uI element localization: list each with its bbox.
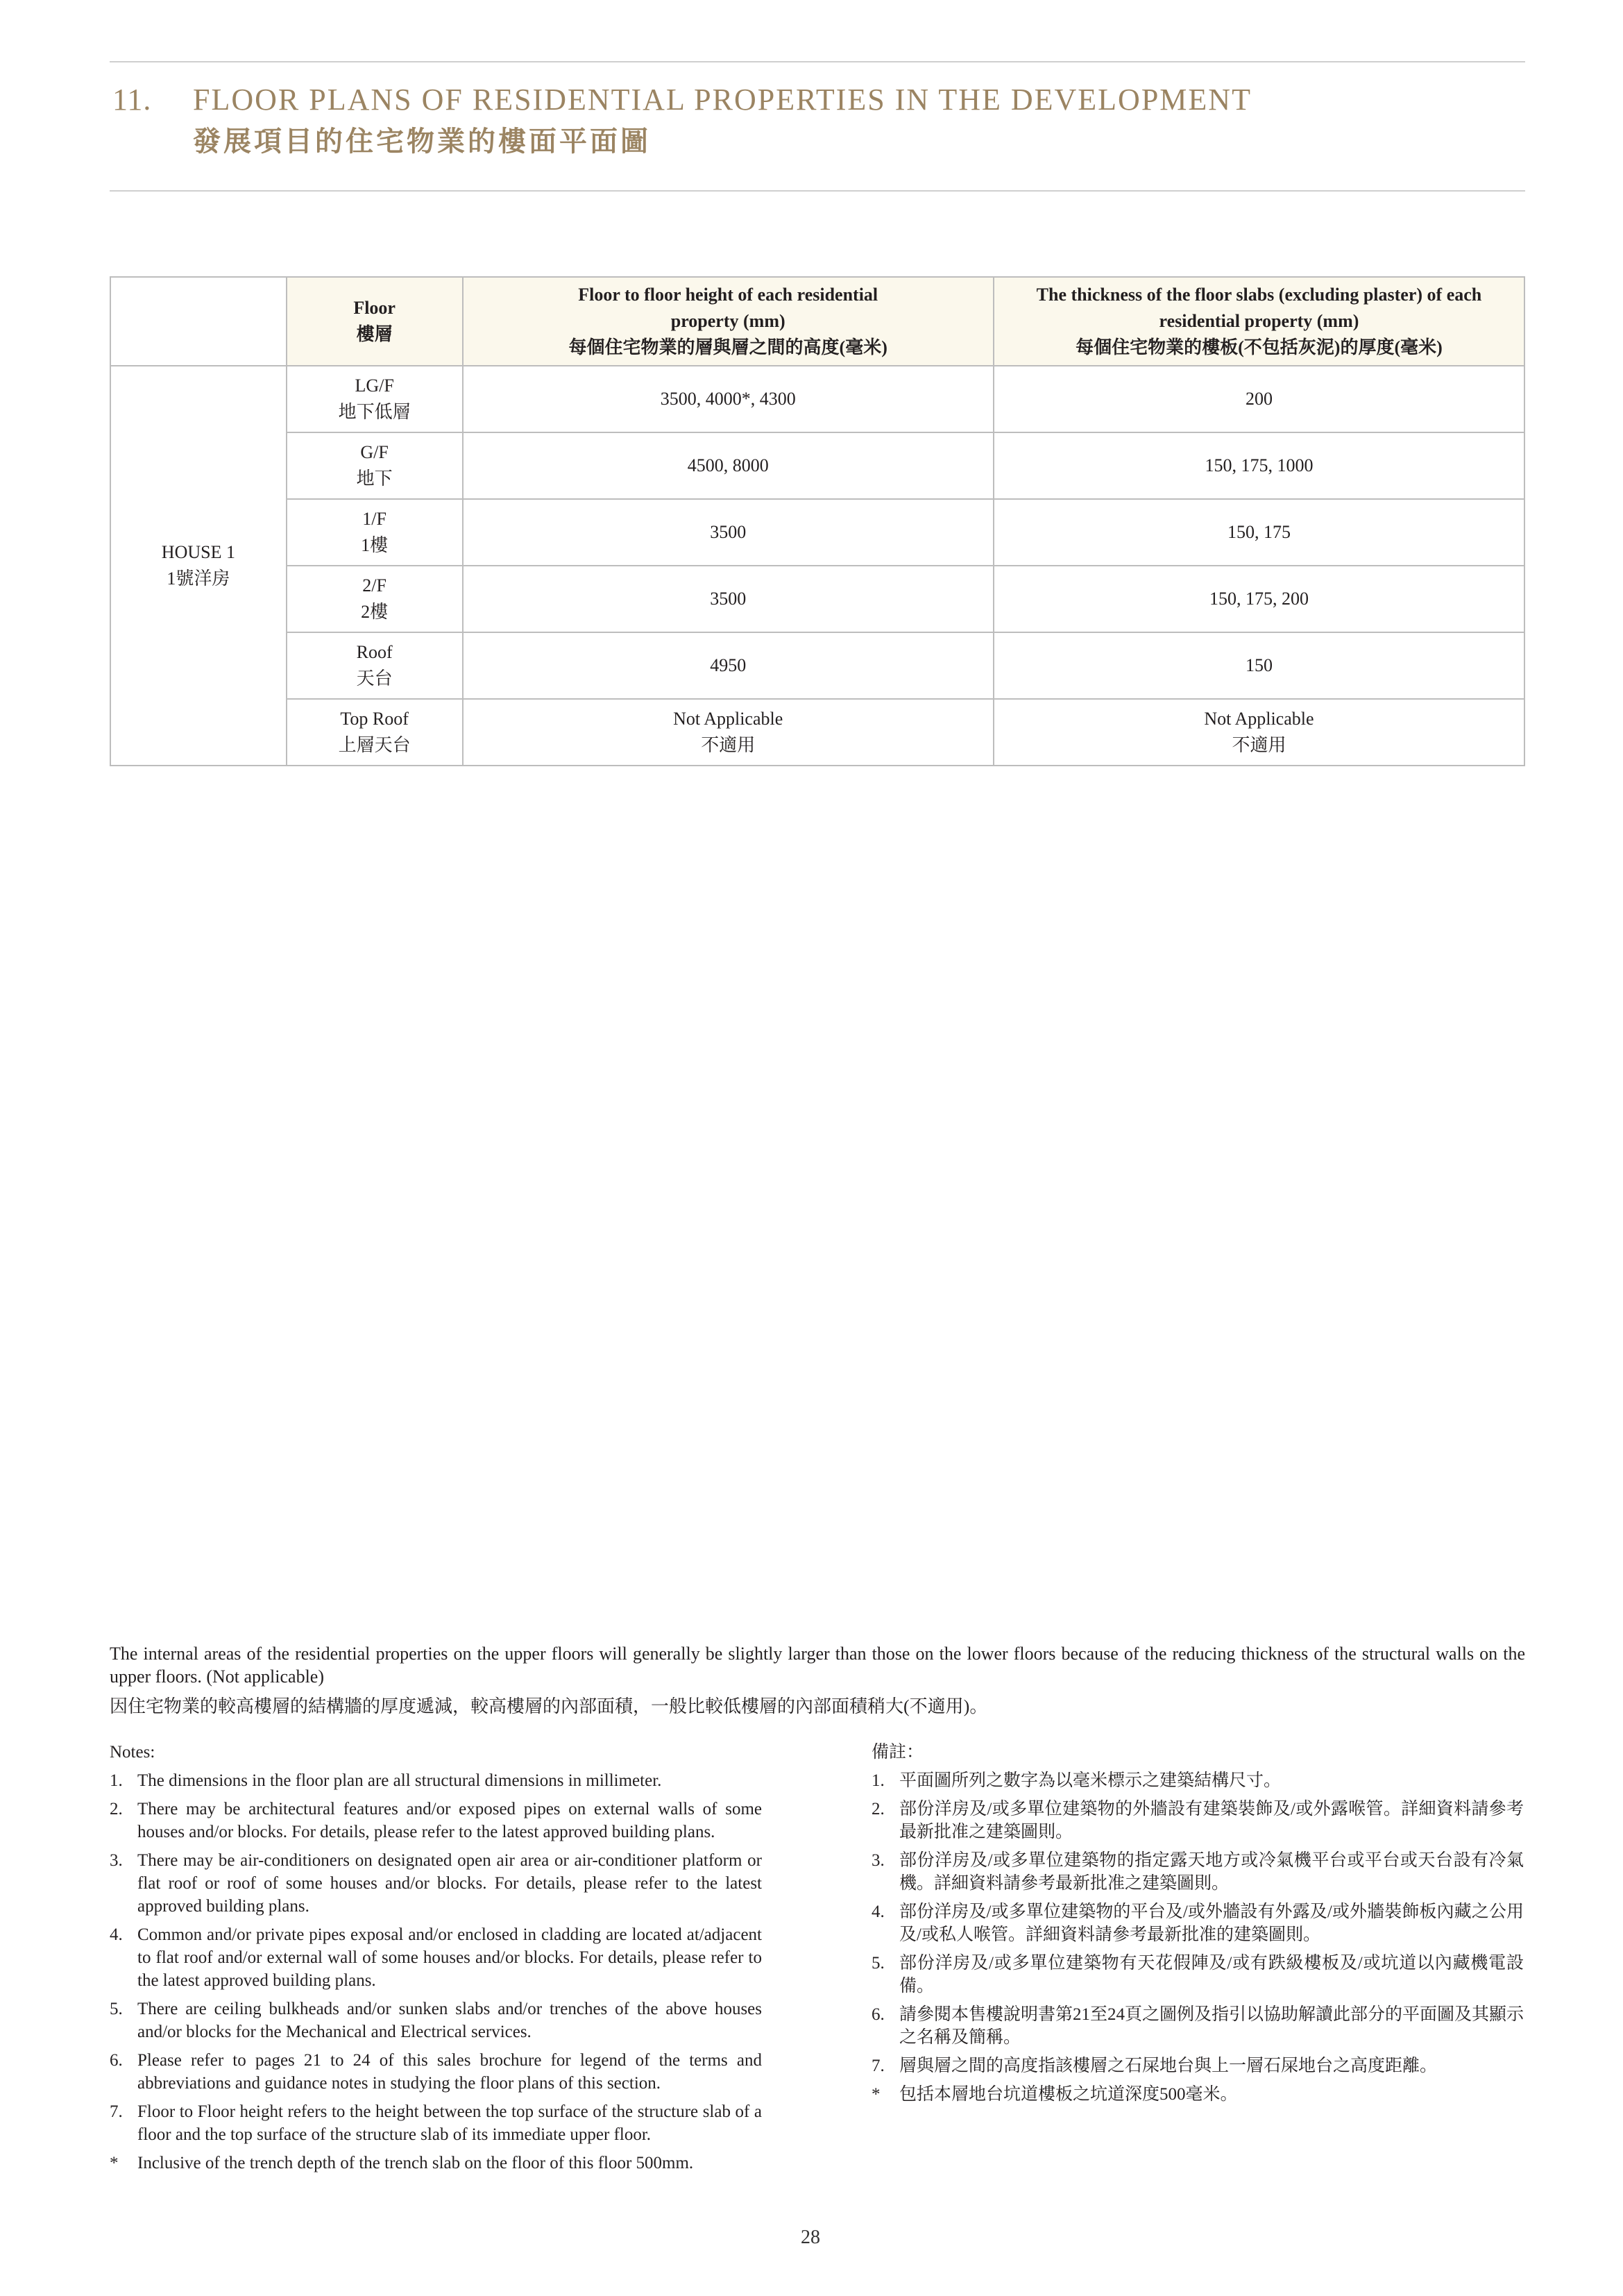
header-thickness	[994, 277, 1524, 366]
note-number: 6.	[872, 2005, 885, 2024]
note-item	[110, 1849, 762, 1918]
floor-en: G/F	[360, 442, 389, 462]
note-number: 5.	[110, 2000, 123, 2018]
note-text: 部份洋房及/或多單位建築物的平台及/或外牆設有外露及/或外牆裝飾板內藏之公用及/或私人喉管。詳細資料請參考最新批准的建築圖則。	[899, 1902, 1524, 1944]
note-number: 7.	[872, 2057, 885, 2075]
floor-zh: 地下	[356, 469, 393, 489]
thickness-value: 150, 175, 1000	[1205, 455, 1314, 475]
height-cell	[463, 432, 994, 499]
section-number: 11.	[112, 83, 152, 117]
note-item	[110, 1923, 762, 1992]
note-text: 層與層之間的高度指該樓層之石屎地台與上一層石屎地台之高度距離。	[899, 2057, 1438, 2075]
note-number: 1.	[872, 1771, 885, 1790]
thickness-cell	[994, 366, 1524, 432]
note-text: 部份洋房及/或多單位建築物有天花假陣及/或有跌級樓板及/或坑道以內藏機電設備。	[899, 1954, 1524, 1995]
note-text: Common and/or private pipes exposal and/or enclosed in cladding are located at/adjacent to flat roof and/or external wall of some houses and/or blocks. For details, please refer to the latest approved building plans.	[137, 1925, 762, 1990]
height-value: Not Applicable	[673, 709, 783, 729]
house-label-en: HOUSE 1	[161, 542, 235, 562]
floor-en: 1/F	[362, 509, 386, 529]
note-number: 4.	[872, 1902, 885, 1921]
note-text: There are ceiling bulkheads and/or sunken slabs and/or trenches of the above houses and/or blocks for the Mechanical and Electrical services.	[137, 2000, 762, 2041]
floor-cell	[287, 566, 463, 632]
table-row	[110, 432, 1524, 499]
table-row	[110, 566, 1524, 632]
note-item	[872, 1769, 1524, 1792]
note-item	[872, 2054, 1524, 2077]
thickness-value: 150, 175, 200	[1209, 589, 1309, 609]
thickness-cell	[994, 632, 1524, 699]
thickness-value: 150, 175	[1227, 522, 1291, 542]
section-title-zh: 發展項目的住宅物業的樓面平面圖	[193, 126, 651, 157]
note-number: 1.	[110, 1771, 123, 1790]
height-cell	[463, 632, 994, 699]
height-value: 3500, 4000*, 4300	[660, 389, 796, 409]
note-number: *	[110, 2154, 119, 2172]
notes-en-heading: Notes:	[110, 1743, 155, 1762]
header-height	[463, 277, 994, 366]
height-value: 3500	[710, 589, 747, 609]
table-row	[110, 366, 1524, 432]
note-number: 7.	[110, 2102, 123, 2121]
title-rule	[110, 190, 1525, 192]
note-text: Inclusive of the trench depth of the trench slab on the floor of this floor 500mm.	[137, 2154, 694, 2172]
note-item	[872, 1900, 1524, 1946]
header-thickness-zh: 每個住宅物業的樓板(不包括灰泥)的厚度(毫米)	[1076, 337, 1443, 357]
thickness-cell	[994, 699, 1524, 766]
house-cell	[110, 366, 287, 766]
floor-zh: 2樓	[361, 602, 389, 622]
floor-zh: 上層天台	[338, 735, 411, 755]
house-label-zh: 1號洋房	[167, 568, 230, 589]
thickness-cell	[994, 566, 1524, 632]
height-cell	[463, 499, 994, 566]
top-rule	[110, 61, 1525, 62]
floor-en: Top Roof	[340, 709, 409, 729]
notes-zh	[872, 1741, 1524, 2111]
section-title-en: FLOOR PLANS OF RESIDENTIAL PROPERTIES IN THE DEVELOPMENT	[193, 83, 1252, 117]
height-value-zh: 不適用	[701, 735, 756, 755]
note-item	[872, 1849, 1524, 1895]
header-floor	[287, 277, 463, 366]
note-number: 3.	[872, 1851, 885, 1870]
note-item	[110, 1798, 762, 1843]
floor-en: LG/F	[355, 375, 394, 396]
thickness-value: 150	[1245, 655, 1273, 675]
note-text: 請參閱本售樓說明書第21至24頁之圖例及指引以協助解讀此部分的平面圖及其顯示之名稱及簡稱。	[899, 2005, 1524, 2047]
note-number: 2.	[872, 1800, 885, 1818]
header-empty	[110, 277, 287, 366]
note-item	[110, 2152, 762, 2175]
header-floor-zh: 樓層	[356, 324, 393, 344]
note-text: 平面圖所列之數字為以毫米標示之建築結構尺寸。	[899, 1771, 1282, 1790]
note-number: 3.	[110, 1851, 123, 1870]
note-item	[872, 1798, 1524, 1843]
note-number: 4.	[110, 1925, 123, 1944]
note-item	[872, 2003, 1524, 2049]
note-text: 部份洋房及/或多單位建築物的外牆設有建築裝飾及/或外露喉管。詳細資料請參考最新批准之建築圖則。	[899, 1800, 1524, 1841]
height-cell	[463, 366, 994, 432]
note-number: 5.	[872, 1954, 885, 1973]
height-cell	[463, 566, 994, 632]
height-cell	[463, 699, 994, 766]
note-text: Floor to Floor height refers to the height between the top surface of the structure slab of a floor and the top surface of the structure slab of its immediate upper floor.	[137, 2102, 762, 2144]
floor-height-table	[110, 276, 1525, 766]
floor-en: Roof	[356, 642, 393, 662]
floor-cell	[287, 632, 463, 699]
note-text: 部份洋房及/或多單位建築物的指定露天地方或冷氣機平台或平台或天台設有冷氣機。詳細資料請參考最新批准之建築圖則。	[899, 1851, 1524, 1893]
floor-cell	[287, 499, 463, 566]
note-item	[110, 1769, 762, 1792]
note-text: There may be air-conditioners on designated open air area or air-conditioner platform or flat roof or roof of some houses and/or blocks. For details, please refer to the latest approved building plans.	[137, 1851, 762, 1916]
thickness-cell	[994, 432, 1524, 499]
note-item	[110, 2100, 762, 2146]
floor-en: 2/F	[362, 575, 386, 596]
statement-zh: 因住宅物業的較高樓層的結構牆的厚度遞減，較高樓層的內部面積，一般比較低樓層的內部面積稍大(不適用)。	[110, 1696, 988, 1716]
note-text: There may be architectural features and/or exposed pipes on external walls of some houses and/or blocks. For details, please refer to the latest approved building plans.	[137, 1800, 762, 1841]
table-row	[110, 632, 1524, 699]
header-height-zh: 每個住宅物業的層與層之間的高度(毫米)	[568, 337, 887, 357]
note-item	[110, 2049, 762, 2095]
note-number: *	[872, 2085, 881, 2104]
header-height-en: Floor to floor height of each residential property (mm)	[578, 285, 878, 331]
note-number: 6.	[110, 2051, 123, 2070]
note-item	[110, 1998, 762, 2043]
height-value: 4500, 8000	[687, 455, 769, 475]
header-floor-en: Floor	[353, 298, 396, 318]
table-row	[110, 699, 1524, 766]
thickness-cell	[994, 499, 1524, 566]
page-number: 28	[801, 2227, 820, 2248]
note-text: Please refer to pages 21 to 24 of this sales brochure for legend of the terms and abbreviations and guidance notes in studying the floor plans of this section.	[137, 2051, 762, 2093]
header-thickness-en: The thickness of the floor slabs (excluding plaster) of each residential property (mm)	[1036, 285, 1482, 331]
statement-en: The internal areas of the residential properties on the upper floors will generally be slightly larger than those on the lower floors because of the reducing thickness of the structural walls on the upper floors. (Not applicable)	[110, 1644, 1525, 1687]
height-value: 3500	[710, 522, 747, 542]
note-item	[872, 2083, 1524, 2106]
note-number: 2.	[110, 1800, 123, 1818]
thickness-value: 200	[1245, 389, 1273, 409]
floor-zh: 地下低層	[338, 402, 411, 422]
floor-zh: 1樓	[361, 535, 389, 555]
table-row	[110, 499, 1524, 566]
note-text: The dimensions in the floor plan are all structural dimensions in millimeter.	[137, 1771, 662, 1790]
table-header-row	[110, 277, 1524, 366]
height-value: 4950	[710, 655, 747, 675]
floor-cell	[287, 699, 463, 766]
notes-zh-heading: 備註：	[872, 1743, 924, 1762]
floor-zh: 天台	[356, 668, 393, 689]
note-item	[872, 1952, 1524, 1998]
thickness-value-zh: 不適用	[1232, 735, 1286, 755]
note-text: 包括本層地台坑道樓板之坑道深度500毫米。	[899, 2085, 1238, 2104]
notes-en	[110, 1741, 762, 2180]
thickness-value: Not Applicable	[1204, 709, 1314, 729]
floor-cell	[287, 366, 463, 432]
floor-cell	[287, 432, 463, 499]
